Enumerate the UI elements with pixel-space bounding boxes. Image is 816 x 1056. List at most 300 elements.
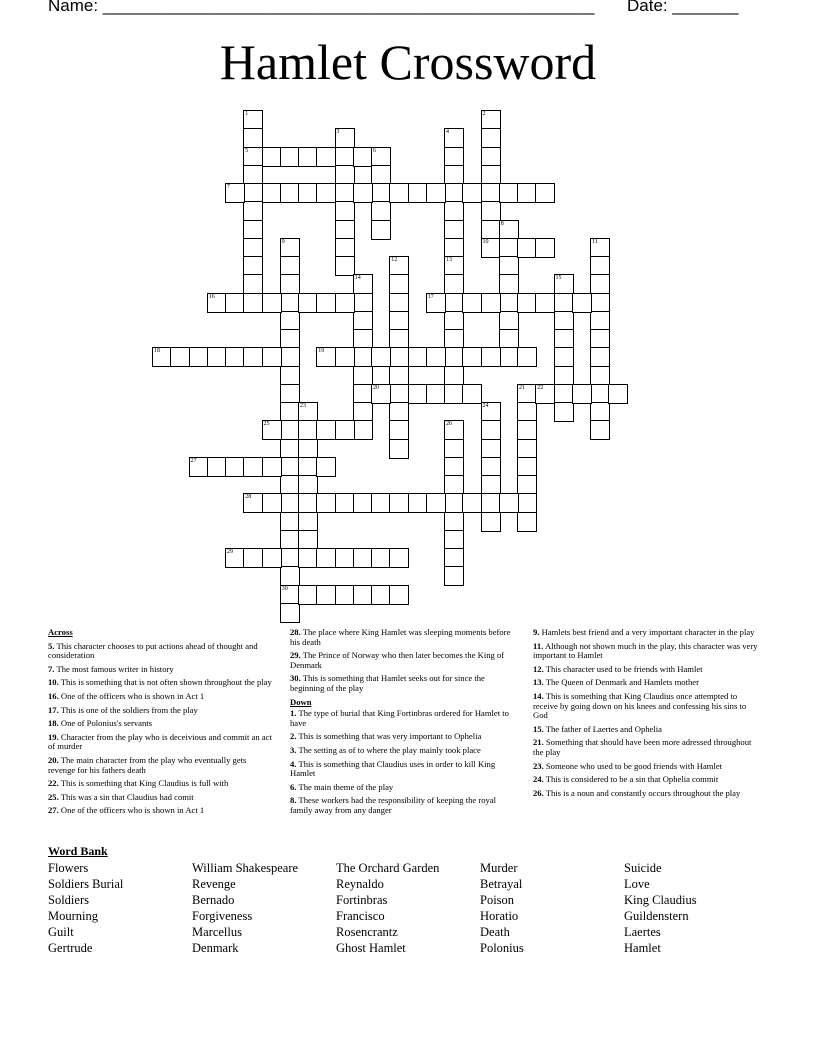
crossword-cell[interactable] (517, 238, 537, 258)
crossword-cell[interactable] (499, 220, 519, 240)
crossword-cell[interactable] (243, 238, 263, 258)
crossword-cell[interactable] (408, 493, 428, 513)
crossword-cell[interactable] (481, 512, 501, 532)
clue-down: 15. The father of Laertes and Ophelia (533, 723, 662, 734)
clue-across: 28. The place where King Hamlet was sleeping moments before his death (290, 627, 511, 647)
word-bank-word: Death (480, 925, 510, 939)
crossword-cell[interactable] (207, 457, 227, 477)
word-bank-column (624, 860, 697, 956)
crossword-cell[interactable] (481, 183, 501, 203)
word-bank-column (336, 860, 439, 956)
crossword-cell[interactable] (243, 548, 263, 568)
clue-number: 10 (482, 238, 489, 245)
crossword-cell[interactable] (207, 347, 227, 367)
crossword-cell[interactable] (298, 585, 318, 605)
word-bank-word: King Claudius (624, 893, 697, 907)
crossword-cell[interactable] (298, 293, 318, 313)
crossword-cell[interactable] (389, 439, 409, 459)
crossword-cell[interactable] (444, 147, 464, 167)
clue-number: 5 (245, 147, 249, 154)
crossword-cell[interactable] (462, 183, 482, 203)
crossword-cell[interactable] (444, 512, 464, 532)
word-bank-column (48, 860, 123, 956)
clue-number: 30 (281, 585, 288, 592)
crossword-cell[interactable] (280, 512, 300, 532)
clue-across: 19. Character from the play who is deceivious and commit an act of murder (48, 731, 272, 752)
crossword-cell[interactable] (517, 512, 537, 532)
date-field-label: Date: _______ (627, 0, 739, 15)
word-bank-word: Guilt (48, 925, 74, 939)
crossword-cell[interactable] (225, 548, 245, 568)
crossword-cell[interactable] (280, 366, 300, 386)
crossword-cell[interactable] (170, 347, 190, 367)
crossword-cell[interactable] (371, 147, 391, 167)
crossword-cell[interactable] (262, 347, 282, 367)
crossword-cell[interactable] (335, 238, 355, 258)
crossword-cell[interactable] (426, 183, 446, 203)
crossword-cell[interactable] (444, 165, 464, 185)
word-bank-word: Polonius (480, 941, 524, 955)
crossword-cell[interactable] (444, 347, 464, 367)
word-bank-title: Word Bank (48, 844, 108, 858)
crossword-cell[interactable] (444, 439, 464, 459)
word-bank-word: Reynaldo (336, 877, 384, 891)
crossword-cell[interactable] (608, 384, 628, 404)
crossword-cell[interactable] (243, 110, 263, 130)
crossword-cell[interactable] (298, 420, 318, 440)
word-bank-word: Soldiers Burial (48, 877, 124, 891)
crossword-cell[interactable] (535, 183, 555, 203)
crossword-cell[interactable] (225, 183, 245, 203)
crossword-cell[interactable] (408, 347, 428, 367)
clue-across: 29. The Prince of Norway who then later becomes the King of Denmark (290, 650, 505, 670)
crossword-cell[interactable] (316, 457, 336, 477)
crossword-cell[interactable] (389, 183, 409, 203)
crossword-cell[interactable] (481, 220, 501, 240)
crossword-cell[interactable] (280, 548, 300, 568)
crossword-cell[interactable] (353, 347, 373, 367)
crossword-cell[interactable] (243, 201, 263, 221)
crossword-cell[interactable] (481, 128, 501, 148)
crossword-cell[interactable] (152, 347, 172, 367)
crossword-cell[interactable] (280, 147, 300, 167)
crossword-cell[interactable] (353, 402, 373, 422)
crossword-cell[interactable] (554, 293, 574, 313)
crossword-cell[interactable] (243, 165, 263, 185)
down-heading: Down (290, 696, 312, 707)
crossword-cell[interactable] (389, 256, 409, 276)
crossword-cell[interactable] (389, 366, 409, 386)
crossword-cell[interactable] (371, 585, 391, 605)
crossword-cell[interactable] (335, 347, 355, 367)
clue-number: 3 (336, 129, 340, 136)
crossword-cell[interactable] (517, 420, 537, 440)
word-bank-word: The Orchard Garden (336, 861, 440, 875)
crossword-cell[interactable] (389, 311, 409, 331)
word-bank-word: Forgiveness (192, 909, 253, 923)
crossword-cell[interactable] (335, 585, 355, 605)
crossword-cell[interactable] (444, 128, 464, 148)
crossword-cell[interactable] (280, 402, 300, 422)
word-bank-word: Love (624, 877, 650, 891)
crossword-cell[interactable] (316, 420, 336, 440)
crossword-cell[interactable] (243, 128, 263, 148)
crossword-cell[interactable] (517, 457, 537, 477)
crossword-cell[interactable] (353, 384, 373, 404)
crossword-cell[interactable] (262, 147, 282, 167)
clue-number: 4 (446, 129, 449, 136)
clue-number: 11 (592, 238, 598, 245)
crossword-cell[interactable] (481, 439, 501, 459)
crossword-cell[interactable] (554, 274, 574, 294)
crossword-cell[interactable] (353, 366, 373, 386)
crossword-cell[interactable] (262, 457, 282, 477)
crossword-cell[interactable] (280, 530, 300, 550)
crossword-cell[interactable] (481, 110, 501, 130)
word-bank-word: Laertes (624, 925, 661, 939)
crossword-cell[interactable] (298, 530, 318, 550)
page-title: Hamlet Crossword (219, 34, 597, 90)
word-bank-word: Denmark (192, 941, 239, 955)
crossword-cell[interactable] (280, 493, 300, 513)
crossword-cell[interactable] (517, 402, 537, 422)
crossword-cell[interactable] (517, 183, 537, 203)
crossword-cell[interactable] (316, 548, 336, 568)
crossword-cell[interactable] (280, 183, 300, 203)
clue-down: 26. This is a noun and constantly occurs throughout the play (533, 787, 741, 798)
word-bank-word: Francisco (336, 909, 385, 923)
crossword-cell[interactable] (389, 548, 409, 568)
crossword-cell[interactable] (572, 384, 592, 404)
crossword-cell[interactable] (353, 493, 373, 513)
crossword-cell[interactable] (335, 201, 355, 221)
crossword-cell[interactable] (554, 402, 574, 422)
crossword-cell[interactable] (316, 585, 336, 605)
crossword-cell[interactable] (280, 585, 300, 605)
crossword-cell[interactable] (517, 347, 537, 367)
crossword-cell[interactable] (481, 475, 501, 495)
crossword-cell[interactable] (298, 147, 318, 167)
clue-number: 2 (482, 111, 486, 117)
crossword-cell[interactable] (298, 457, 318, 477)
crossword-cell[interactable] (243, 457, 263, 477)
crossword-cell[interactable] (499, 256, 519, 276)
crossword-cell[interactable] (481, 201, 501, 221)
crossword-cell[interactable] (389, 329, 409, 349)
crossword-cell[interactable] (298, 475, 318, 495)
clue-number: 20 (373, 384, 379, 391)
word-bank-word: Murder (480, 861, 518, 875)
crossword-cell[interactable] (353, 311, 373, 331)
crossword-cell[interactable] (462, 293, 482, 313)
crossword-cell[interactable] (572, 293, 592, 313)
word-bank-column (192, 860, 298, 956)
crossword-cell[interactable] (590, 384, 610, 404)
crossword-cell[interactable] (316, 147, 336, 167)
crossword-cell[interactable] (280, 439, 300, 459)
crossword-cell[interactable] (262, 420, 282, 440)
crossword-cell[interactable] (243, 493, 263, 513)
crossword-cell[interactable] (371, 165, 391, 185)
crossword-cell[interactable] (554, 347, 574, 367)
crossword-cell[interactable] (335, 420, 355, 440)
word-bank-word: Soldiers (48, 893, 89, 907)
clue-down: 21. Something that should have been more adressed throughout the play (533, 737, 752, 757)
clue-across: 5. This character chooses to put actions ahead of thought and consideration (48, 640, 258, 661)
crossword-cell[interactable] (262, 548, 282, 568)
crossword-cell[interactable] (535, 293, 555, 313)
clue-down: 14. This is something that King Claudius once attempted to receive by going down on his knees and confessing his sins to God (533, 690, 747, 721)
crossword-cell[interactable] (280, 420, 300, 440)
crossword-cell[interactable] (280, 238, 300, 258)
crossword-cell[interactable] (535, 238, 555, 258)
word-bank-word: William Shakespeare (192, 861, 299, 875)
crossword-cell[interactable] (444, 530, 464, 550)
crossword-cell[interactable] (444, 183, 464, 203)
crossword-cell[interactable] (389, 347, 409, 367)
crossword-cell[interactable] (353, 548, 373, 568)
crossword-cell[interactable] (280, 475, 300, 495)
crossword-cell[interactable] (371, 493, 391, 513)
crossword-cell[interactable] (408, 384, 428, 404)
crossword-cell[interactable] (389, 585, 409, 605)
crossword-cell[interactable] (371, 201, 391, 221)
clue-across: 16. One of the officers who is shown in Act 1 (48, 690, 205, 701)
crossword-cell[interactable] (262, 183, 282, 203)
crossword-cell[interactable] (444, 493, 464, 513)
crossword-cell[interactable] (243, 256, 263, 276)
clue-number: 7 (227, 184, 230, 190)
crossword-cell[interactable] (262, 293, 282, 313)
crossword-cell[interactable] (426, 384, 446, 404)
clue-across: 25. This was a sin that Claudius had comit (48, 791, 194, 802)
crossword-cell[interactable] (389, 384, 409, 404)
crossword-cell[interactable] (426, 293, 446, 313)
crossword-cell[interactable] (499, 238, 519, 258)
clue-number: 25 (263, 421, 270, 428)
crossword-cell[interactable] (335, 128, 355, 148)
crossword-cell[interactable] (335, 548, 355, 568)
clue-number: 13 (446, 257, 452, 263)
crossword-cell[interactable] (316, 293, 336, 313)
crossword-cell[interactable] (590, 274, 610, 294)
crossword-cell[interactable] (481, 165, 501, 185)
crossword-cell[interactable] (335, 165, 355, 185)
crossword-cell[interactable] (554, 366, 574, 386)
crossword-cell[interactable] (517, 384, 537, 404)
crossword-cell[interactable] (280, 256, 300, 276)
crossword-cell[interactable] (499, 493, 519, 513)
crossword-cell[interactable] (298, 548, 318, 568)
crossword-cell[interactable] (335, 183, 355, 203)
crossword-cell[interactable] (590, 347, 610, 367)
clue-number: 27 (190, 457, 197, 464)
crossword-cell[interactable] (481, 238, 501, 258)
crossword-cell[interactable] (280, 603, 300, 623)
word-bank-word: Rosencrantz (336, 925, 398, 939)
crossword-cell[interactable] (280, 457, 300, 477)
clue-across: 30. This is something that Hamlet seeks out for since the beginning of the play (290, 673, 485, 693)
crossword-cell[interactable] (444, 293, 464, 313)
crossword-cell[interactable] (444, 329, 464, 349)
crossword-cell[interactable] (444, 475, 464, 495)
crossword-cell[interactable] (481, 420, 501, 440)
crossword-cell[interactable] (225, 347, 245, 367)
word-bank-word: Ghost Hamlet (336, 941, 406, 955)
crossword-cell[interactable] (444, 548, 464, 568)
crossword-cell[interactable] (554, 329, 574, 349)
clue-down: 4. This is something that Claudius uses in order to kill King Hamlet (290, 758, 496, 779)
word-bank-word: Fortinbras (336, 893, 388, 907)
clue-number: 19 (318, 348, 325, 355)
crossword-cell[interactable] (353, 183, 373, 203)
crossword-cell[interactable] (371, 183, 391, 203)
crossword-cell[interactable] (225, 457, 245, 477)
crossword-cell[interactable] (316, 347, 336, 367)
crossword-cell[interactable] (499, 183, 519, 203)
crossword-cell[interactable] (444, 256, 464, 276)
crossword-cell[interactable] (280, 311, 300, 331)
crossword-cell[interactable] (280, 347, 300, 367)
crossword-cell[interactable] (262, 493, 282, 513)
crossword-cell[interactable] (353, 420, 373, 440)
crossword-cell[interactable] (280, 384, 300, 404)
crossword-cell[interactable] (481, 493, 501, 513)
crossword-cell[interactable] (590, 311, 610, 331)
crossword-cell[interactable] (444, 420, 464, 440)
crossword-cell[interactable] (481, 402, 501, 422)
word-bank-word: Poison (480, 893, 515, 907)
clue-across: 10. This is something that is not often shown throughout the play (48, 677, 272, 688)
crossword-cell[interactable] (499, 347, 519, 367)
crossword-cell[interactable] (189, 347, 209, 367)
crossword-cell[interactable] (590, 366, 610, 386)
crossword-cell[interactable] (426, 493, 446, 513)
crossword-cell[interactable] (371, 220, 391, 240)
word-bank-word: Mourning (48, 909, 98, 923)
crossword-cell[interactable] (280, 293, 300, 313)
crossword-cell[interactable] (481, 347, 501, 367)
crossword-cell[interactable] (371, 548, 391, 568)
clue-number: 9 (281, 238, 285, 245)
crossword-cell[interactable] (243, 274, 263, 294)
crossword-cell[interactable] (243, 220, 263, 240)
crossword-cell[interactable] (280, 566, 300, 586)
crossword-cell[interactable] (298, 183, 318, 203)
crossword-cell[interactable] (590, 420, 610, 440)
crossword-cell[interactable] (371, 384, 391, 404)
crossword-cell[interactable] (335, 147, 355, 167)
clue-across: 18. One of Polonius's servants (48, 718, 152, 729)
crossword-cell[interactable] (499, 293, 519, 313)
crossword-cell[interactable] (335, 493, 355, 513)
crossword-cell[interactable] (517, 293, 537, 313)
word-bank-word: Hamlet (624, 941, 661, 955)
crossword-cell[interactable] (389, 493, 409, 513)
word-bank-column (480, 860, 524, 956)
crossword-cell[interactable] (243, 293, 263, 313)
clue-across: 17. This is one of the soldiers from the play (48, 704, 198, 715)
crossword-cell[interactable] (243, 347, 263, 367)
crossword-cell[interactable] (444, 220, 464, 240)
crossword-cell[interactable] (499, 274, 519, 294)
crossword-cell[interactable] (389, 420, 409, 440)
crossword-cell[interactable] (316, 493, 336, 513)
crossword-cell[interactable] (353, 147, 373, 167)
crossword-cell[interactable] (462, 384, 482, 404)
crossword-cell[interactable] (554, 384, 574, 404)
crossword-cell[interactable] (189, 457, 209, 477)
crossword-cell[interactable] (590, 402, 610, 422)
crossword-cell[interactable] (590, 238, 610, 258)
crossword-cell[interactable] (535, 384, 555, 404)
crossword-cell[interactable] (335, 256, 355, 276)
crossword-cell[interactable] (353, 585, 373, 605)
crossword-cell[interactable] (389, 274, 409, 294)
crossword-cell[interactable] (462, 347, 482, 367)
crossword-cell[interactable] (298, 439, 318, 459)
crossword-cell[interactable] (280, 329, 300, 349)
crossword-cell[interactable] (517, 439, 537, 459)
crossword-cell[interactable] (335, 293, 355, 313)
clue-number: 18 (154, 348, 160, 355)
crossword-cell[interactable] (298, 512, 318, 532)
crossword-cell[interactable] (444, 311, 464, 331)
crossword-cell[interactable] (225, 293, 245, 313)
crossword-cell[interactable] (280, 274, 300, 294)
crossword-cell[interactable] (444, 238, 464, 258)
crossword-cell[interactable] (590, 256, 610, 276)
crossword-cell[interactable] (298, 402, 318, 422)
crossword-cell[interactable] (481, 457, 501, 477)
crossword-cell[interactable] (444, 457, 464, 477)
crossword-cell[interactable] (408, 183, 428, 203)
clue-across: 27. One of the officers who is shown in Act 1 (48, 805, 205, 816)
crossword-cell[interactable] (316, 183, 336, 203)
crossword-cell[interactable] (499, 311, 519, 331)
crossword-cell[interactable] (444, 201, 464, 221)
crossword-cell[interactable] (444, 384, 464, 404)
crossword-cell[interactable] (243, 147, 263, 167)
crossword-cell[interactable] (389, 293, 409, 313)
crossword-cell[interactable] (444, 274, 464, 294)
crossword-cell[interactable] (517, 493, 537, 513)
crossword-cell[interactable] (499, 329, 519, 349)
crossword-cell[interactable] (462, 493, 482, 513)
crossword-cell[interactable] (353, 293, 373, 313)
crossword-cell[interactable] (444, 566, 464, 586)
crossword-cell[interactable] (426, 347, 446, 367)
crossword-cell[interactable] (335, 220, 355, 240)
crossword-cell[interactable] (353, 329, 373, 349)
crossword-cell[interactable] (298, 493, 318, 513)
crossword-cell[interactable] (590, 329, 610, 349)
crossword-cell[interactable] (353, 274, 373, 294)
crossword-cell[interactable] (554, 311, 574, 331)
name-date-line (48, 0, 768, 20)
crossword-cell[interactable] (389, 402, 409, 422)
crossword-cell[interactable] (590, 293, 610, 313)
crossword-cell[interactable] (481, 293, 501, 313)
word-bank-word: Guildenstern (624, 909, 689, 923)
crossword-cell[interactable] (444, 366, 464, 386)
clue-number: 22 (537, 384, 544, 391)
crossword-cell[interactable] (517, 475, 537, 495)
crossword-cell[interactable] (207, 293, 227, 313)
crossword-cell[interactable] (243, 183, 263, 203)
crossword-cell[interactable] (481, 147, 501, 167)
crossword-cell[interactable] (371, 347, 391, 367)
